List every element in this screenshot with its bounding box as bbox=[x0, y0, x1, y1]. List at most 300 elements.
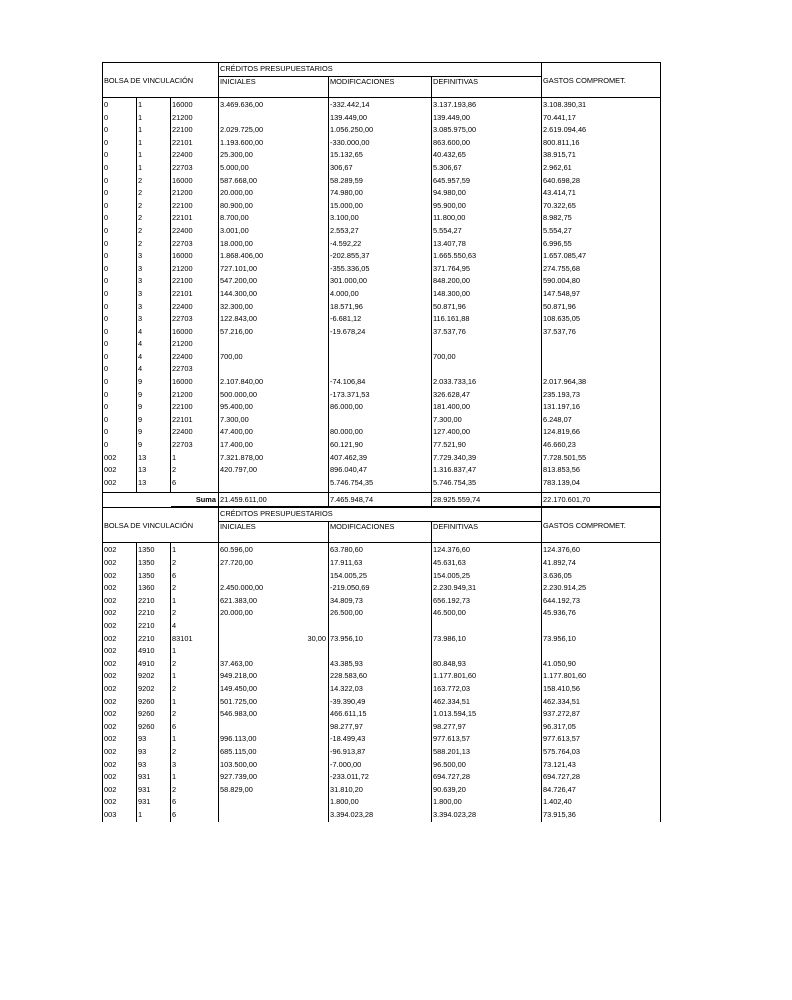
table-row bbox=[103, 453, 661, 466]
cell-definitivas: 848.200,00 bbox=[432, 276, 542, 289]
cell-definitivas: 462.334,51 bbox=[432, 697, 542, 710]
cell-modificaciones: -18.499,43 bbox=[329, 734, 432, 747]
cell-prog: 1 bbox=[137, 810, 171, 823]
cell-modificaciones: -173.371,53 bbox=[329, 390, 432, 403]
cell-iniciales: 420.797,00 bbox=[219, 465, 329, 478]
cell-prog: 3 bbox=[137, 276, 171, 289]
cell-prog: 9202 bbox=[137, 684, 171, 697]
cell-gastos: 131.197,16 bbox=[542, 402, 661, 415]
cell-definitivas bbox=[432, 364, 542, 377]
cell-iniciales bbox=[219, 810, 329, 823]
cell-prog: 9 bbox=[137, 402, 171, 415]
cell-org: 002 bbox=[103, 453, 137, 466]
cell-prog: 1350 bbox=[137, 571, 171, 584]
cell-modificaciones: 1.800,00 bbox=[329, 797, 432, 810]
cell-modificaciones: 2.553,27 bbox=[329, 226, 432, 239]
cell-econ: 21200 bbox=[171, 264, 219, 277]
cell-org: 0 bbox=[103, 138, 137, 151]
cell-econ: 2 bbox=[171, 747, 219, 760]
cell-definitivas: 656.192,73 bbox=[432, 596, 542, 609]
cell-modificaciones bbox=[329, 364, 432, 377]
cell-org: 0 bbox=[103, 226, 137, 239]
cell-gastos: 694.727,28 bbox=[542, 772, 661, 785]
table-row bbox=[103, 138, 661, 151]
cell-gastos: 37.537,76 bbox=[542, 327, 661, 340]
cell-org: 0 bbox=[103, 201, 137, 214]
cell-definitivas: 7.729.340,39 bbox=[432, 453, 542, 466]
cell-iniciales: 546.983,00 bbox=[219, 709, 329, 722]
cell-modificaciones: 86.000,00 bbox=[329, 402, 432, 415]
cell-org: 0 bbox=[103, 314, 137, 327]
cell-org: 002 bbox=[103, 571, 137, 584]
cell-gastos: 1.657.085,47 bbox=[542, 251, 661, 264]
cell-org: 002 bbox=[103, 747, 137, 760]
cell-definitivas: 2.033.733,16 bbox=[432, 377, 542, 390]
cell-org: 0 bbox=[103, 352, 137, 365]
cell-econ: 16000 bbox=[171, 327, 219, 340]
cell-prog: 1360 bbox=[137, 583, 171, 596]
table-row bbox=[103, 150, 661, 163]
cell-iniciales bbox=[219, 339, 329, 352]
table-row bbox=[103, 543, 661, 558]
cell-modificaciones: 15.000,00 bbox=[329, 201, 432, 214]
cell-modificaciones: 98.277,97 bbox=[329, 722, 432, 735]
cell-modificaciones bbox=[329, 352, 432, 365]
table-row bbox=[103, 98, 661, 113]
cell-econ: 2 bbox=[171, 684, 219, 697]
cell-iniciales bbox=[219, 571, 329, 584]
cell-org: 003 bbox=[103, 810, 137, 823]
cell-econ: 1 bbox=[171, 596, 219, 609]
cell-definitivas: 5.746.754,35 bbox=[432, 478, 542, 491]
cell-modificaciones: 4.000,00 bbox=[329, 289, 432, 302]
cell-iniciales: 37.463,00 bbox=[219, 659, 329, 672]
cell-definitivas: 98.277,97 bbox=[432, 722, 542, 735]
cell-org: 002 bbox=[103, 671, 137, 684]
cell-iniciales: 3.001,00 bbox=[219, 226, 329, 239]
table-row bbox=[103, 465, 661, 478]
table-row bbox=[103, 659, 661, 672]
cell-modificaciones: 466.611,15 bbox=[329, 709, 432, 722]
cell-modificaciones: 1.056.250,00 bbox=[329, 125, 432, 138]
cell-econ: 1 bbox=[171, 697, 219, 710]
cell-prog: 931 bbox=[137, 772, 171, 785]
cell-iniciales: 144.300,00 bbox=[219, 289, 329, 302]
cell-modificaciones: -330.000,00 bbox=[329, 138, 432, 151]
table-row bbox=[103, 276, 661, 289]
cell-econ: 21200 bbox=[171, 113, 219, 126]
table-row bbox=[103, 646, 661, 659]
cell-iniciales: 58.829,00 bbox=[219, 785, 329, 798]
cell-org: 0 bbox=[103, 98, 137, 113]
cell-modificaciones: 74.980,00 bbox=[329, 188, 432, 201]
cell-modificaciones bbox=[329, 339, 432, 352]
cell-org: 0 bbox=[103, 364, 137, 377]
cell-econ: 16000 bbox=[171, 176, 219, 189]
cell-gastos: 783.139,04 bbox=[542, 478, 661, 491]
cell-gastos: 644.192,73 bbox=[542, 596, 661, 609]
cell-gastos: 45.936,76 bbox=[542, 608, 661, 621]
cell-org: 0 bbox=[103, 239, 137, 252]
cell-modificaciones: -19.678,24 bbox=[329, 327, 432, 340]
header-iniciales-2: INICIALES bbox=[219, 522, 329, 543]
cell-definitivas: 181.400,00 bbox=[432, 402, 542, 415]
cell-gastos bbox=[542, 646, 661, 659]
cell-econ: 22400 bbox=[171, 226, 219, 239]
cell-gastos: 41.050,90 bbox=[542, 659, 661, 672]
cell-org: 002 bbox=[103, 697, 137, 710]
cell-gastos: 124.376,60 bbox=[542, 543, 661, 558]
table-row bbox=[103, 213, 661, 226]
cell-iniciales: 2.450.000,00 bbox=[219, 583, 329, 596]
cell-modificaciones: 73.956,10 bbox=[329, 634, 432, 647]
cell-econ: 22101 bbox=[171, 415, 219, 428]
cell-org: 0 bbox=[103, 251, 137, 264]
cell-gastos: 38.915,71 bbox=[542, 150, 661, 163]
cell-prog: 2 bbox=[137, 201, 171, 214]
table-row bbox=[103, 239, 661, 252]
cell-org: 002 bbox=[103, 543, 137, 558]
cell-gastos: 977.613,57 bbox=[542, 734, 661, 747]
cell-org: 0 bbox=[103, 150, 137, 163]
cell-modificaciones: -219.050,69 bbox=[329, 583, 432, 596]
cell-org: 002 bbox=[103, 596, 137, 609]
header-creditos: CRÉDITOS PRESUPUESTARIOS bbox=[219, 63, 542, 77]
cell-modificaciones: 139.449,00 bbox=[329, 113, 432, 126]
cell-modificaciones: 3.394.023,28 bbox=[329, 810, 432, 823]
cell-gastos: 937.272,87 bbox=[542, 709, 661, 722]
table-row bbox=[103, 747, 661, 760]
cell-econ: 22100 bbox=[171, 402, 219, 415]
cell-definitivas: 3.085.975,00 bbox=[432, 125, 542, 138]
cell-econ: 6 bbox=[171, 722, 219, 735]
cell-prog: 4910 bbox=[137, 659, 171, 672]
table-row bbox=[103, 671, 661, 684]
cell-gastos: 73.915,36 bbox=[542, 810, 661, 823]
cell-modificaciones: -96.913,87 bbox=[329, 747, 432, 760]
cell-modificaciones: 301.000,00 bbox=[329, 276, 432, 289]
cell-definitivas: 154.005,25 bbox=[432, 571, 542, 584]
table-row bbox=[103, 621, 661, 634]
cell-iniciales: 122.843,00 bbox=[219, 314, 329, 327]
cell-prog: 1 bbox=[137, 163, 171, 176]
cell-econ: 22100 bbox=[171, 276, 219, 289]
cell-iniciales: 685.115,00 bbox=[219, 747, 329, 760]
table-row bbox=[103, 226, 661, 239]
cell-org: 002 bbox=[103, 621, 137, 634]
cell-iniciales: 2.107.840,00 bbox=[219, 377, 329, 390]
header-modificaciones: MODIFICACIONES bbox=[329, 77, 432, 98]
cell-org: 0 bbox=[103, 402, 137, 415]
cell-modificaciones: 26.500,00 bbox=[329, 608, 432, 621]
cell-gastos: 158.410,56 bbox=[542, 684, 661, 697]
cell-iniciales: 32.300,00 bbox=[219, 302, 329, 315]
cell-definitivas: 94.980,00 bbox=[432, 188, 542, 201]
cell-prog: 2 bbox=[137, 188, 171, 201]
cell-iniciales: 700,00 bbox=[219, 352, 329, 365]
cell-prog: 2 bbox=[137, 213, 171, 226]
cell-modificaciones bbox=[329, 415, 432, 428]
header-iniciales: INICIALES bbox=[219, 77, 329, 98]
cell-definitivas: 139.449,00 bbox=[432, 113, 542, 126]
cell-gastos: 1.402,40 bbox=[542, 797, 661, 810]
cell-org: 002 bbox=[103, 709, 137, 722]
cell-definitivas: 148.300,00 bbox=[432, 289, 542, 302]
cell-iniciales: 3.469.636,00 bbox=[219, 98, 329, 113]
cell-gastos bbox=[542, 352, 661, 365]
cell-org: 002 bbox=[103, 772, 137, 785]
cell-org: 002 bbox=[103, 797, 137, 810]
cell-org: 002 bbox=[103, 659, 137, 672]
cell-econ: 1 bbox=[171, 772, 219, 785]
table-row bbox=[103, 176, 661, 189]
cell-prog: 9202 bbox=[137, 671, 171, 684]
cell-gastos: 70.322,65 bbox=[542, 201, 661, 214]
table-row bbox=[103, 440, 661, 453]
header-creditos-2: CRÉDITOS PRESUPUESTARIOS bbox=[219, 508, 542, 522]
cell-econ: 6 bbox=[171, 810, 219, 823]
suma-row bbox=[103, 493, 661, 507]
cell-prog: 13 bbox=[137, 478, 171, 491]
cell-iniciales: 25.300,00 bbox=[219, 150, 329, 163]
cell-modificaciones: -355.336,05 bbox=[329, 264, 432, 277]
suma-iniciales: 21.459.611,00 bbox=[219, 493, 329, 507]
cell-definitivas: 694.727,28 bbox=[432, 772, 542, 785]
cell-modificaciones: -332.442,14 bbox=[329, 98, 432, 113]
cell-org: 0 bbox=[103, 415, 137, 428]
cell-iniciales: 547.200,00 bbox=[219, 276, 329, 289]
cell-prog: 1 bbox=[137, 113, 171, 126]
cell-econ: 3 bbox=[171, 760, 219, 773]
cell-modificaciones: 31.810,20 bbox=[329, 785, 432, 798]
budget-sheet bbox=[102, 62, 660, 822]
cell-modificaciones: -74.106,84 bbox=[329, 377, 432, 390]
cell-modificaciones: 18.571,96 bbox=[329, 302, 432, 315]
cell-gastos: 108.635,05 bbox=[542, 314, 661, 327]
cell-org: 002 bbox=[103, 634, 137, 647]
cell-definitivas: 700,00 bbox=[432, 352, 542, 365]
cell-org: 0 bbox=[103, 302, 137, 315]
cell-econ: 22703 bbox=[171, 163, 219, 176]
cell-modificaciones: 43.385,93 bbox=[329, 659, 432, 672]
cell-gastos: 590.004,80 bbox=[542, 276, 661, 289]
cell-org: 0 bbox=[103, 289, 137, 302]
table-row bbox=[103, 684, 661, 697]
cell-iniciales: 501.725,00 bbox=[219, 697, 329, 710]
header-gastos: GASTOS COMPROMET. bbox=[542, 63, 661, 98]
cell-prog: 2 bbox=[137, 239, 171, 252]
cell-prog: 3 bbox=[137, 302, 171, 315]
table-row bbox=[103, 201, 661, 214]
cell-iniciales: 103.500,00 bbox=[219, 760, 329, 773]
cell-iniciales: 1.193.600,00 bbox=[219, 138, 329, 151]
table-row bbox=[103, 785, 661, 798]
cell-definitivas bbox=[432, 339, 542, 352]
cell-iniciales bbox=[219, 722, 329, 735]
cell-org: 0 bbox=[103, 440, 137, 453]
cell-org: 0 bbox=[103, 264, 137, 277]
budget-table-1 bbox=[102, 62, 661, 507]
cell-modificaciones bbox=[329, 646, 432, 659]
cell-gastos: 46.660,23 bbox=[542, 440, 661, 453]
header-bolsa: BOLSA DE VINCULACIÓN bbox=[103, 63, 219, 98]
cell-gastos bbox=[542, 339, 661, 352]
cell-definitivas: 80.848,93 bbox=[432, 659, 542, 672]
cell-definitivas: 5.554,27 bbox=[432, 226, 542, 239]
cell-prog: 3 bbox=[137, 289, 171, 302]
cell-iniciales: 587.668,00 bbox=[219, 176, 329, 189]
table-row bbox=[103, 734, 661, 747]
cell-definitivas: 90.639,20 bbox=[432, 785, 542, 798]
cell-iniciales: 7.321.878,00 bbox=[219, 453, 329, 466]
cell-prog: 931 bbox=[137, 785, 171, 798]
cell-econ: 22703 bbox=[171, 364, 219, 377]
cell-org: 002 bbox=[103, 722, 137, 735]
cell-econ: 22703 bbox=[171, 314, 219, 327]
cell-iniciales: 57.216,00 bbox=[219, 327, 329, 340]
cell-prog: 9 bbox=[137, 377, 171, 390]
cell-econ: 22400 bbox=[171, 427, 219, 440]
cell-definitivas: 11.800,00 bbox=[432, 213, 542, 226]
cell-gastos: 43.414,71 bbox=[542, 188, 661, 201]
cell-econ: 2 bbox=[171, 465, 219, 478]
cell-definitivas: 96.500,00 bbox=[432, 760, 542, 773]
cell-gastos: 2.230.914,25 bbox=[542, 583, 661, 596]
cell-gastos: 3.636,05 bbox=[542, 571, 661, 584]
cell-gastos: 462.334,51 bbox=[542, 697, 661, 710]
table-row bbox=[103, 634, 661, 647]
cell-gastos: 2.619.094,46 bbox=[542, 125, 661, 138]
cell-modificaciones: -7.000,00 bbox=[329, 760, 432, 773]
cell-modificaciones: 228.583,60 bbox=[329, 671, 432, 684]
cell-gastos: 7.728.501,55 bbox=[542, 453, 661, 466]
cell-org: 002 bbox=[103, 558, 137, 571]
cell-gastos: 1.177.801,60 bbox=[542, 671, 661, 684]
cell-prog: 9 bbox=[137, 415, 171, 428]
cell-iniciales: 996.113,00 bbox=[219, 734, 329, 747]
cell-iniciales: 80.900,00 bbox=[219, 201, 329, 214]
cell-modificaciones: -6.681,12 bbox=[329, 314, 432, 327]
cell-modificaciones: 63.780,60 bbox=[329, 543, 432, 558]
cell-gastos: 50.871,96 bbox=[542, 302, 661, 315]
cell-econ: 1 bbox=[171, 453, 219, 466]
cell-definitivas: 77.521,90 bbox=[432, 440, 542, 453]
table-row bbox=[103, 289, 661, 302]
cell-econ: 22100 bbox=[171, 125, 219, 138]
cell-org: 002 bbox=[103, 583, 137, 596]
cell-org: 002 bbox=[103, 734, 137, 747]
cell-iniciales: 17.400,00 bbox=[219, 440, 329, 453]
table-row bbox=[103, 314, 661, 327]
cell-definitivas: 1.316.837,47 bbox=[432, 465, 542, 478]
cell-definitivas: 50.871,96 bbox=[432, 302, 542, 315]
cell-prog: 93 bbox=[137, 747, 171, 760]
cell-gastos: 8.982,75 bbox=[542, 213, 661, 226]
table-row bbox=[103, 113, 661, 126]
cell-econ: 1 bbox=[171, 734, 219, 747]
cell-modificaciones: 17.911,63 bbox=[329, 558, 432, 571]
cell-econ: 21200 bbox=[171, 390, 219, 403]
table-row bbox=[103, 709, 661, 722]
header-definitivas: DEFINITIVAS bbox=[432, 77, 542, 98]
cell-modificaciones: 154.005,25 bbox=[329, 571, 432, 584]
cell-org: 0 bbox=[103, 163, 137, 176]
table-row bbox=[103, 810, 661, 823]
suma-gastos: 22.170.601,70 bbox=[542, 493, 661, 507]
cell-org: 0 bbox=[103, 113, 137, 126]
cell-gastos: 575.764,03 bbox=[542, 747, 661, 760]
cell-modificaciones: -4.592,22 bbox=[329, 239, 432, 252]
cell-org: 0 bbox=[103, 276, 137, 289]
cell-econ: 2 bbox=[171, 608, 219, 621]
cell-iniciales bbox=[219, 364, 329, 377]
cell-definitivas bbox=[432, 621, 542, 634]
cell-iniciales: 949.218,00 bbox=[219, 671, 329, 684]
cell-gastos: 124.819,66 bbox=[542, 427, 661, 440]
cell-iniciales: 149.450,00 bbox=[219, 684, 329, 697]
cell-gastos: 41.892,74 bbox=[542, 558, 661, 571]
cell-econ: 22400 bbox=[171, 302, 219, 315]
cell-org: 002 bbox=[103, 646, 137, 659]
cell-gastos: 235.193,73 bbox=[542, 390, 661, 403]
table-row bbox=[103, 377, 661, 390]
table-row bbox=[103, 163, 661, 176]
table-row bbox=[103, 608, 661, 621]
cell-iniciales: 500.000,00 bbox=[219, 390, 329, 403]
cell-econ: 22703 bbox=[171, 239, 219, 252]
suma-modificaciones: 7.465.948,74 bbox=[329, 493, 432, 507]
cell-iniciales: 621.383,00 bbox=[219, 596, 329, 609]
cell-prog: 1 bbox=[137, 150, 171, 163]
cell-econ: 22100 bbox=[171, 201, 219, 214]
cell-prog: 1 bbox=[137, 138, 171, 151]
cell-iniciales: 7.300,00 bbox=[219, 415, 329, 428]
cell-prog: 1350 bbox=[137, 558, 171, 571]
cell-gastos bbox=[542, 364, 661, 377]
table-row bbox=[103, 558, 661, 571]
cell-econ: 22400 bbox=[171, 150, 219, 163]
cell-definitivas: 2.230.949,31 bbox=[432, 583, 542, 596]
cell-definitivas: 3.137.193,86 bbox=[432, 98, 542, 113]
table-row bbox=[103, 760, 661, 773]
cell-modificaciones: 58.289,59 bbox=[329, 176, 432, 189]
cell-prog: 13 bbox=[137, 465, 171, 478]
cell-gastos bbox=[542, 621, 661, 634]
header-modificaciones-2: MODIFICACIONES bbox=[329, 522, 432, 543]
cell-iniciales: 2.029.725,00 bbox=[219, 125, 329, 138]
cell-modificaciones: -39.390,49 bbox=[329, 697, 432, 710]
cell-modificaciones: -202.855,37 bbox=[329, 251, 432, 264]
header-gastos-2: GASTOS COMPROMET. bbox=[542, 508, 661, 543]
cell-definitivas: 116.161,88 bbox=[432, 314, 542, 327]
cell-org: 0 bbox=[103, 125, 137, 138]
cell-econ: 2 bbox=[171, 709, 219, 722]
cell-econ: 21200 bbox=[171, 339, 219, 352]
cell-modificaciones: 14.322,03 bbox=[329, 684, 432, 697]
header-definitivas-2: DEFINITIVAS bbox=[432, 522, 542, 543]
cell-iniciales: 60.596,00 bbox=[219, 543, 329, 558]
cell-definitivas: 45.631,63 bbox=[432, 558, 542, 571]
cell-prog: 931 bbox=[137, 797, 171, 810]
cell-prog: 9 bbox=[137, 390, 171, 403]
table-row bbox=[103, 302, 661, 315]
cell-definitivas: 1.800,00 bbox=[432, 797, 542, 810]
cell-gastos: 6.248,07 bbox=[542, 415, 661, 428]
cell-definitivas: 127.400,00 bbox=[432, 427, 542, 440]
cell-econ: 4 bbox=[171, 621, 219, 634]
cell-org: 0 bbox=[103, 339, 137, 352]
cell-gastos: 70.441,17 bbox=[542, 113, 661, 126]
